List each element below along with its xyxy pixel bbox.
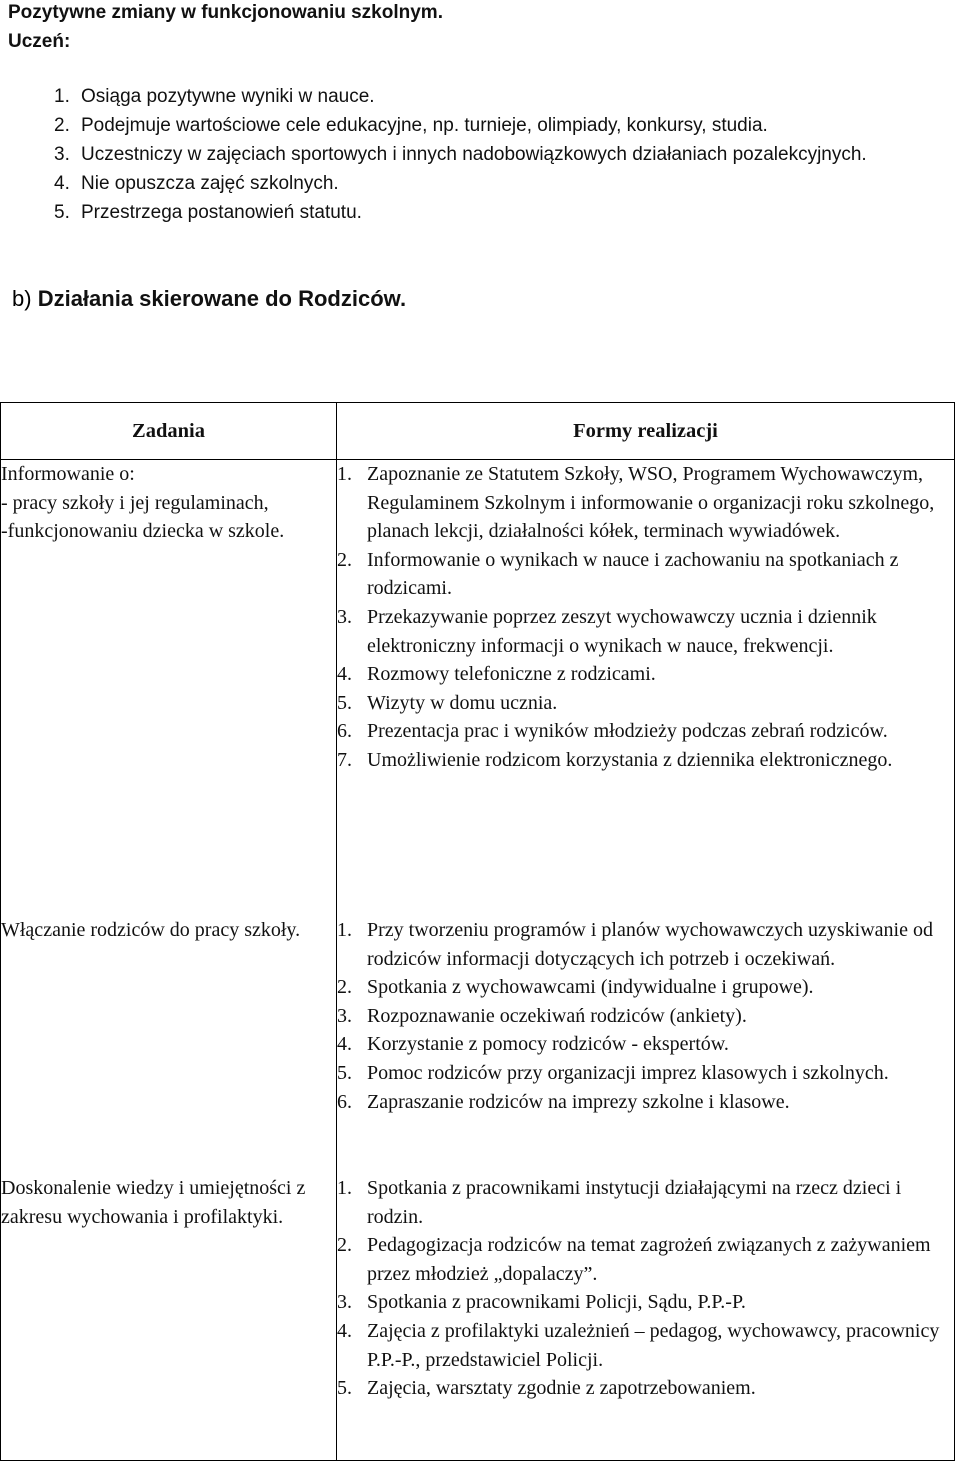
list-item: 4. Korzystanie z pomocy rodziców - ekspertów. bbox=[337, 1033, 729, 1056]
list-item: 3. Przekazywanie poprzez zeszyt wychowawczy ucznia i dziennik elektroniczny informacji o wynikach w nauce, frekwencji. bbox=[337, 605, 877, 657]
task-line: -funkcjonowaniu dziecka w szkole. bbox=[1, 520, 285, 543]
section-label: b) bbox=[12, 286, 32, 311]
list-item: 5. Przestrzega postanowień statutu. bbox=[54, 202, 362, 223]
forms-cell bbox=[337, 460, 955, 1461]
table-row bbox=[1, 460, 955, 1461]
parents-actions-table bbox=[0, 402, 955, 1461]
list-item: 4. Rozmowy telefoniczne z rodzicami. bbox=[337, 663, 656, 686]
list-item: 5. Wizyty w domu ucznia. bbox=[337, 691, 558, 714]
list-item: 2. Podejmuje wartościowe cele edukacyjne, np. turnieje, olimpiady, konkursy, studia. bbox=[54, 115, 768, 136]
list-item: 1. Osiąga pozytywne wyniki w nauce. bbox=[54, 86, 375, 107]
column-header-forms: Formy realizacji bbox=[337, 403, 955, 460]
column-header-tasks: Zadania bbox=[1, 403, 337, 460]
list-item: 3. Uczestniczy w zajęciach sportowych i innych nadobowiązkowych działaniach pozalekcyjnych. bbox=[54, 144, 867, 165]
task-line: Doskonalenie wiedzy i umiejętności z zakresu wychowania i profilaktyki. bbox=[1, 1177, 306, 1228]
list-item: 4. Nie opuszcza zajęć szkolnych. bbox=[54, 173, 339, 194]
forms-list bbox=[337, 1174, 954, 1460]
section-heading bbox=[12, 284, 406, 314]
task-line: Informowanie o: bbox=[1, 463, 135, 485]
forms-list bbox=[337, 916, 954, 1174]
list-item: 3. Rozpoznawanie oczekiwań rodziców (ankiety). bbox=[337, 1004, 747, 1027]
list-item: 2. Informowanie o wynikach w nauce i zachowaniu na spotkaniach z rodzicami. bbox=[337, 548, 899, 600]
table-header-row bbox=[1, 403, 955, 460]
student-outcomes-list bbox=[54, 82, 934, 227]
list-item: 6. Zapraszanie rodziców na imprezy szkolne i klasowe. bbox=[337, 1090, 790, 1113]
task-line: Włączanie rodziców do pracy szkoły. bbox=[1, 919, 301, 941]
list-item: 2. Spotkania z wychowawcami (indywidualne i grupowe). bbox=[337, 976, 814, 999]
list-item: 1. Zapoznanie ze Statutem Szkoły, WSO, Programem Wychowawczym, Regulaminem Szkolnym i informowanie o organizacji roku szkolnego, planach lekcji, działalności kółek, terminach wywiadówek. bbox=[337, 463, 935, 543]
list-item: 2. Pedagogizacja rodziców na temat zagrożeń związanych z zażywaniem przez młodzież „dopalaczy”. bbox=[337, 1234, 931, 1285]
list-item: 5. Pomoc rodziców przy organizacji imprez klasowych i szkolnych. bbox=[337, 1061, 889, 1084]
list-item: 3. Spotkania z pracownikami Policji, Sądu, P.P.-P. bbox=[337, 1291, 746, 1314]
page-title: Pozytywne zmiany w funkcjonowaniu szkolnym. bbox=[8, 2, 443, 23]
list-item: 6. Prezentacja prac i wyników młodzieży podczas zebrań rodziców. bbox=[337, 720, 888, 743]
task-cell bbox=[1, 460, 337, 1461]
page-subtitle: Uczeń: bbox=[8, 31, 71, 52]
list-item: 5. Zajęcia, warsztaty zgodnie z zapotrzebowaniem. bbox=[337, 1377, 756, 1400]
section-title: Działania skierowane do Rodziców. bbox=[37, 286, 407, 311]
list-item: 1. Spotkania z pracownikami instytucji działającymi na rzecz dzieci i rodzin. bbox=[337, 1177, 902, 1228]
list-item: 7. Umożliwienie rodzicom korzystania z dziennika elektronicznego. bbox=[337, 748, 893, 771]
task-line: - pracy szkoły i jej regulaminach, bbox=[1, 491, 269, 514]
forms-list bbox=[337, 460, 954, 916]
list-item: 4. Zajęcia z profilaktyki uzależnień – pedagog, wychowawcy, pracownicy P.P.-P., przedstawiciel Policji. bbox=[337, 1319, 940, 1371]
list-item: 1. Przy tworzeniu programów i planów wychowawczych uzyskiwanie od rodziców informacji dotyczących ich potrzeb i oczekiwań. bbox=[337, 919, 933, 970]
